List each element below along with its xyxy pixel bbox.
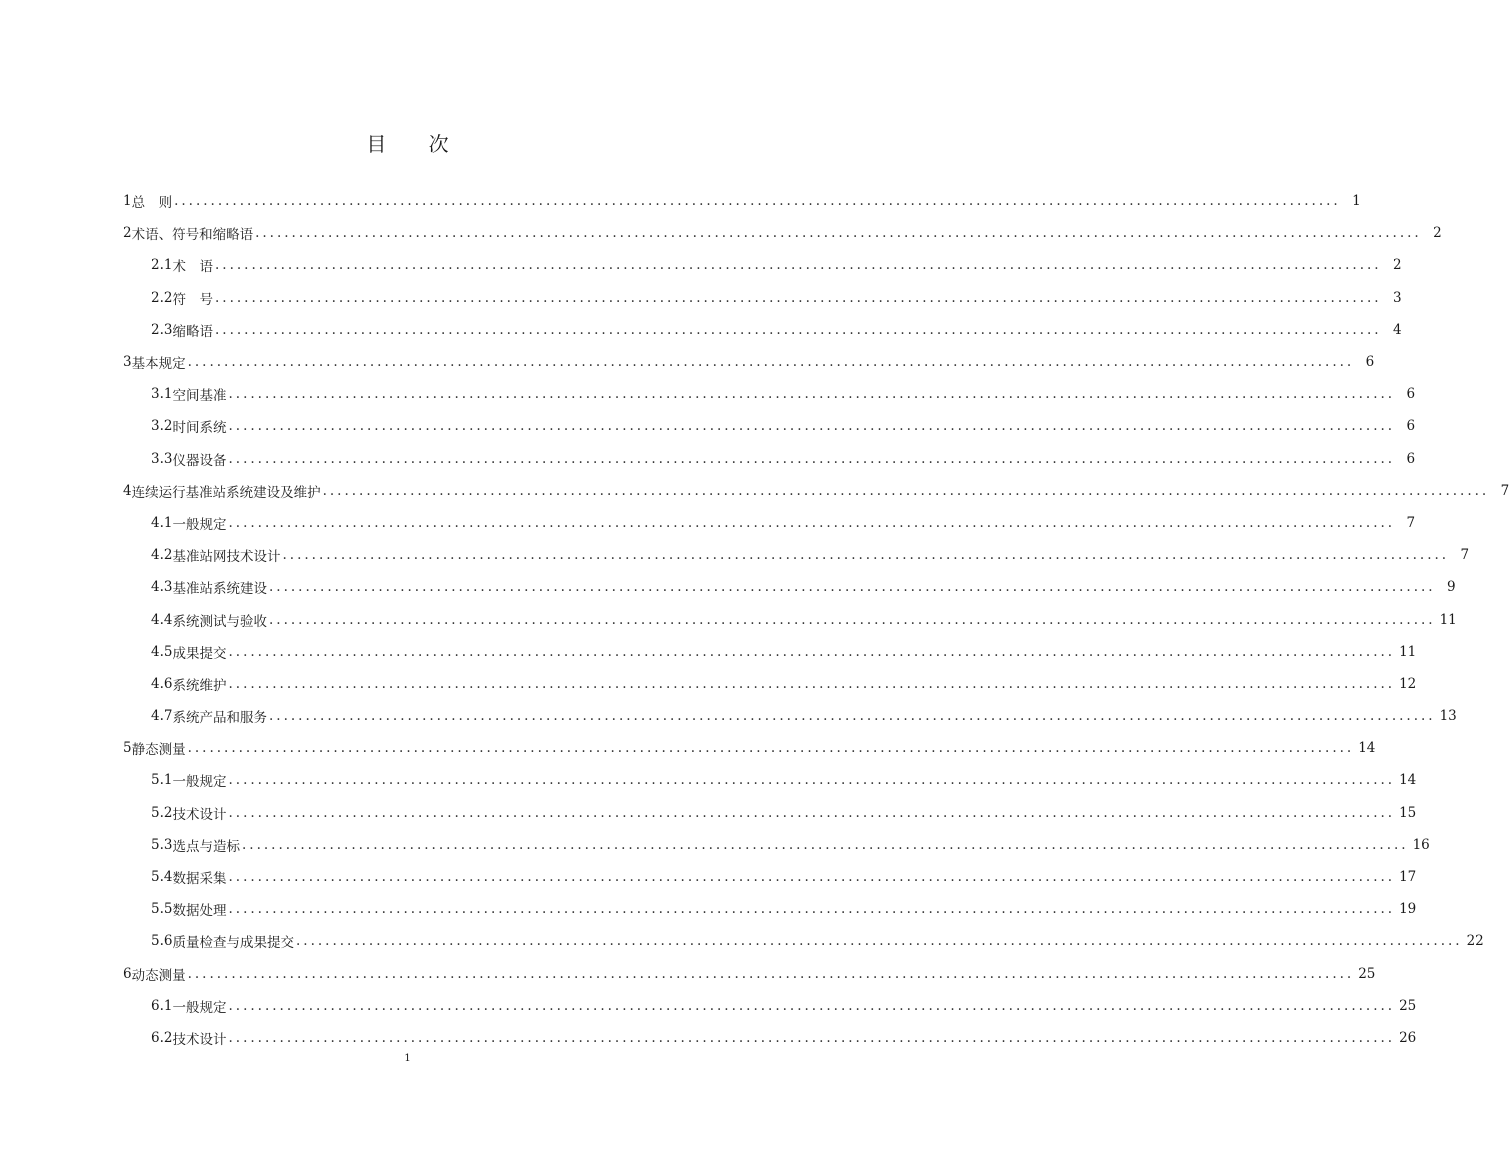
toc-entry-title: 空间基准 — [172, 388, 227, 405]
toc-entry-number: 4.6 — [151, 675, 173, 692]
toc-dot-leader: ................................................................................................................................................................ — [241, 836, 1409, 853]
toc-entry-page: 14 — [1399, 772, 1417, 789]
toc-entry-page: 22 — [1466, 933, 1484, 950]
toc-dot-leader: ................................................................................................................................................................ — [214, 289, 1382, 306]
toc-entry-title: 技术设计 — [172, 806, 227, 823]
toc-entry-number: 5.2 — [151, 804, 173, 821]
toc-entry-title: 一般规定 — [172, 774, 227, 791]
toc-entry-page: 2 — [1393, 257, 1402, 274]
toc-entry-title: 选点与造标 — [172, 838, 240, 855]
toc-dot-leader: ................................................................................................................................................................ — [268, 611, 1436, 628]
toc-entry-number: 5 — [123, 740, 132, 757]
toc-entry-number: 4.5 — [151, 643, 173, 660]
toc-entry-number: 3.1 — [151, 386, 173, 403]
toc-entry[interactable] — [123, 475, 1509, 507]
toc-entry-title: 系统测试与验收 — [172, 613, 267, 630]
toc-dot-leader: ................................................................................................................................................................ — [255, 225, 1422, 242]
toc-entry-number: 5.1 — [151, 772, 173, 789]
toc-entry-page: 7 — [1406, 514, 1416, 531]
toc-entry-number: 4.4 — [151, 611, 173, 628]
toc-entry[interactable] — [123, 507, 1416, 539]
toc-entry[interactable] — [123, 958, 1376, 990]
toc-entry-page: 6 — [1365, 354, 1375, 371]
toc-dot-leader: ................................................................................................................................................................ — [282, 547, 1450, 564]
toc-entry-title: 成果提交 — [172, 645, 227, 662]
toc-dot-leader: ................................................................................................................................................................ — [174, 193, 1341, 210]
toc-dot-leader: ................................................................................................................................................................ — [187, 740, 1355, 757]
toc-entry-page: 11 — [1439, 611, 1457, 628]
toc-entry-page: 7 — [1500, 482, 1509, 499]
page-number: 1 — [404, 1053, 411, 1064]
toc-entry[interactable] — [123, 893, 1417, 925]
toc-entry-title: 术 语 — [172, 259, 213, 276]
toc-entry-page: 9 — [1447, 579, 1456, 596]
toc-entry-page: 25 — [1399, 997, 1417, 1014]
toc-entry-title: 总 则 — [131, 195, 173, 212]
toc-entry-number: 3.3 — [151, 450, 173, 467]
toc-entry-title: 基准站系统建设 — [172, 581, 267, 598]
toc-entry-page: 19 — [1399, 901, 1417, 918]
toc-entry-title: 术语、符号和缩略语 — [131, 227, 254, 244]
table-of-contents — [123, 185, 1509, 1054]
toc-entry-title: 基准站网技术设计 — [172, 549, 281, 566]
toc-entry[interactable] — [123, 603, 1457, 635]
toc-entry[interactable] — [123, 539, 1470, 571]
toc-entry[interactable] — [123, 378, 1416, 410]
toc-entry-title: 静态测量 — [131, 742, 186, 759]
toc-entry-title: 一般规定 — [172, 999, 227, 1016]
toc-entry[interactable] — [123, 571, 1456, 603]
toc-entry[interactable] — [123, 990, 1417, 1022]
toc-entry-number: 4.2 — [151, 547, 173, 564]
toc-entry-number: 5.3 — [151, 836, 173, 853]
toc-entry-number: 2.1 — [151, 257, 173, 274]
toc-dot-leader: ................................................................................................................................................................ — [187, 354, 1355, 371]
toc-entry-number: 4 — [123, 482, 132, 499]
toc-entry[interactable] — [123, 1022, 1417, 1054]
toc-entry[interactable] — [123, 443, 1416, 475]
toc-entry-number: 3 — [123, 354, 132, 371]
toc-entry-number: 6.2 — [151, 1029, 173, 1046]
page-title: 目 次 — [366, 132, 467, 156]
toc-entry[interactable] — [123, 185, 1361, 217]
toc-entry[interactable] — [123, 797, 1417, 829]
toc-entry-title: 质量检查与成果提交 — [172, 935, 294, 952]
toc-dot-leader: ................................................................................................................................................................ — [214, 321, 1382, 338]
toc-entry-page: 15 — [1399, 804, 1417, 821]
toc-entry-title: 系统维护 — [172, 677, 227, 694]
toc-entry-title: 连续运行基准站系统建设及维护 — [131, 484, 321, 501]
toc-entry-page: 17 — [1399, 869, 1417, 886]
toc-dot-leader: ................................................................................................................................................................ — [228, 869, 1396, 886]
toc-entry-number: 2.2 — [151, 289, 173, 306]
toc-entry[interactable] — [123, 249, 1402, 281]
toc-entry-page: 26 — [1399, 1029, 1417, 1046]
toc-entry-title: 数据处理 — [172, 903, 227, 920]
toc-dot-leader: ................................................................................................................................................................ — [228, 643, 1396, 660]
toc-entry-page: 25 — [1358, 965, 1376, 982]
toc-entry-number: 6.1 — [151, 997, 173, 1014]
toc-entry[interactable] — [123, 925, 1484, 957]
toc-entry-title: 符 号 — [172, 291, 213, 308]
toc-entry-page: 11 — [1399, 643, 1417, 660]
toc-dot-leader: ................................................................................................................................................................ — [228, 450, 1396, 467]
toc-entry-title: 仪器设备 — [172, 452, 227, 469]
toc-dot-leader: ................................................................................................................................................................ — [228, 418, 1396, 435]
toc-entry-number: 4.7 — [151, 708, 173, 725]
toc-dot-leader: ................................................................................................................................................................ — [228, 997, 1396, 1014]
toc-entry[interactable] — [123, 217, 1442, 249]
toc-entry-page: 2 — [1433, 225, 1442, 242]
toc-entry[interactable] — [123, 410, 1416, 442]
toc-dot-leader: ................................................................................................................................................................ — [228, 772, 1396, 789]
toc-entry[interactable] — [123, 829, 1430, 861]
toc-entry-page: 7 — [1460, 547, 1470, 564]
toc-dot-leader: ................................................................................................................................................................ — [268, 579, 1436, 596]
toc-entry-title: 系统产品和服务 — [172, 710, 267, 727]
toc-dot-leader: ................................................................................................................................................................ — [228, 675, 1396, 692]
toc-entry-page: 1 — [1352, 193, 1361, 210]
toc-entry-title: 缩略语 — [172, 323, 213, 340]
toc-entry-number: 5.6 — [151, 933, 173, 950]
toc-dot-leader: ................................................................................................................................................................ — [322, 482, 1490, 499]
toc-entry-page: 4 — [1393, 321, 1402, 338]
toc-dot-leader: ................................................................................................................................................................ — [228, 386, 1396, 403]
toc-dot-leader: ................................................................................................................................................................ — [187, 965, 1355, 982]
toc-entry-page: 6 — [1406, 450, 1416, 467]
toc-dot-leader: ................................................................................................................................................................ — [228, 901, 1396, 918]
toc-entry[interactable] — [123, 732, 1376, 764]
toc-entry-number: 6 — [123, 965, 132, 982]
toc-entry[interactable] — [123, 764, 1417, 796]
toc-entry-number: 2 — [123, 225, 132, 242]
toc-entry-number: 4.1 — [151, 514, 173, 531]
toc-entry-number: 5.5 — [151, 901, 173, 918]
toc-entry[interactable] — [123, 314, 1402, 346]
toc-entry-number: 4.3 — [151, 579, 173, 596]
toc-entry-number: 1 — [123, 193, 132, 210]
toc-entry[interactable] — [123, 282, 1402, 314]
toc-dot-leader: ................................................................................................................................................................ — [228, 804, 1396, 821]
toc-entry-number: 3.2 — [151, 418, 173, 435]
toc-entry-number: 5.4 — [151, 869, 173, 886]
toc-dot-leader: ................................................................................................................................................................ — [214, 257, 1382, 274]
toc-entry[interactable] — [123, 700, 1457, 732]
toc-dot-leader: ................................................................................................................................................................ — [295, 933, 1463, 950]
toc-entry-page: 12 — [1399, 675, 1417, 692]
toc-entry[interactable] — [123, 668, 1417, 700]
toc-entry[interactable] — [123, 861, 1417, 893]
toc-entry-title: 数据采集 — [172, 871, 227, 888]
toc-entry-title: 一般规定 — [172, 516, 227, 533]
toc-dot-leader: ................................................................................................................................................................ — [228, 1029, 1396, 1046]
toc-entry-page: 13 — [1439, 708, 1457, 725]
toc-entry-title: 动态测量 — [131, 967, 186, 984]
toc-entry-number: 2.3 — [151, 321, 173, 338]
toc-dot-leader: ................................................................................................................................................................ — [268, 708, 1436, 725]
toc-entry[interactable] — [123, 346, 1375, 378]
toc-entry-title: 时间系统 — [172, 420, 227, 437]
toc-entry[interactable] — [123, 636, 1417, 668]
toc-entry-title: 基本规定 — [131, 356, 186, 373]
toc-entry-page: 6 — [1406, 418, 1416, 435]
toc-entry-title: 技术设计 — [172, 1031, 227, 1048]
toc-entry-page: 16 — [1412, 836, 1430, 853]
toc-entry-page: 6 — [1406, 386, 1416, 403]
toc-dot-leader: ................................................................................................................................................................ — [228, 514, 1396, 531]
toc-entry-page: 3 — [1393, 289, 1402, 306]
toc-entry-page: 14 — [1358, 740, 1376, 757]
